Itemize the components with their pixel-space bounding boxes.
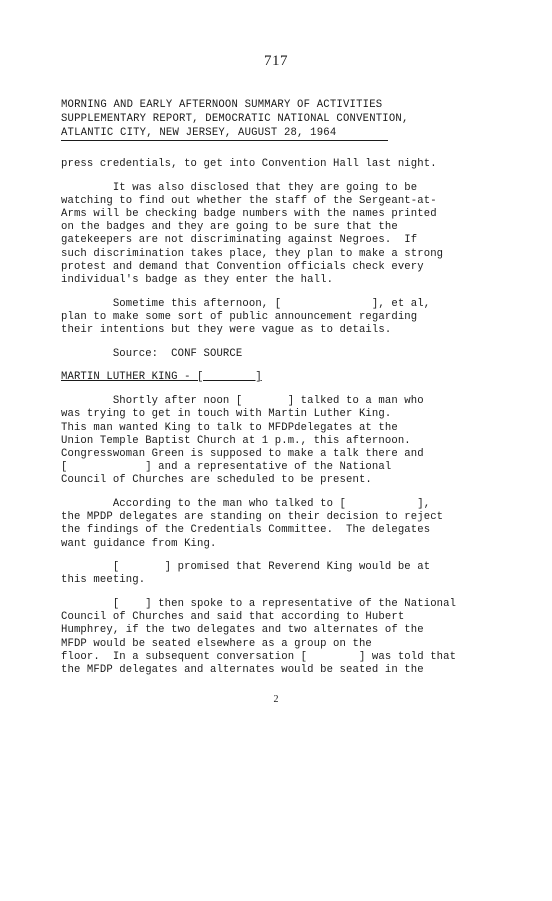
text-line: Shortly after noon [ ] talked to a man who bbox=[61, 395, 424, 408]
text-line: MFDP would be seated elsewhere as a group on the bbox=[61, 637, 372, 650]
page-number-top: 717 bbox=[264, 53, 288, 69]
section-heading: MARTIN LUTHER KING - [ ] bbox=[61, 371, 262, 384]
text-line: was trying to get in touch with Martin Luther King. bbox=[61, 408, 392, 421]
text-line: Council of Churches and said that according to Hubert bbox=[61, 611, 405, 624]
text-line: this meeting. bbox=[61, 574, 146, 587]
paragraph-promise bbox=[61, 561, 501, 587]
text-line: [ ] promised that Reverend King would be at bbox=[61, 561, 431, 574]
text-line: press credentials, to get into Convention Hall last night. bbox=[61, 158, 437, 170]
text-line: It was also disclosed that they are going to be bbox=[61, 181, 418, 194]
text-line: According to the man who talked to [ ], bbox=[61, 497, 431, 510]
page-number-bottom: 2 bbox=[273, 694, 279, 705]
header-line-1: MORNING AND EARLY AFTERNOON SUMMARY OF ACTIVITIES bbox=[61, 99, 383, 111]
source-line: Source: CONF SOURCE bbox=[61, 347, 243, 360]
text-line: such discrimination takes place, they plan to make a strong bbox=[61, 247, 444, 260]
report-body bbox=[61, 158, 501, 677]
text-line: the MPDP delegates are standing on their decision to reject bbox=[61, 511, 444, 524]
text-line: their intentions but they were vague as to details. bbox=[61, 324, 392, 337]
paragraph-announcement bbox=[61, 298, 501, 338]
paragraph-delegates-decision bbox=[61, 498, 501, 551]
text-line: protest and demand that Convention officials check every bbox=[61, 260, 424, 273]
text-line: individual's badge as they enter the hall. bbox=[61, 274, 334, 286]
paragraph-credentials bbox=[61, 158, 501, 171]
report-header bbox=[61, 98, 409, 141]
text-line: want guidance from King. bbox=[61, 537, 217, 550]
text-line: This man wanted King to talk to MFDPdelegates at the bbox=[61, 421, 398, 434]
text-line: Arms will be checking badge numbers with the names printed bbox=[61, 208, 437, 221]
text-line: floor. In a subsequent conversation [ ] was told that bbox=[61, 650, 457, 663]
text-line: Council of Churches are scheduled to be present. bbox=[61, 474, 372, 487]
text-line: [ ] then spoke to a representative of the National bbox=[61, 598, 457, 611]
text-line: Congresswoman Green is supposed to make a talk there and bbox=[61, 447, 424, 460]
paragraph-king-contact bbox=[61, 395, 501, 487]
text-line: Union Temple Baptist Church at 1 p.m., this afternoon. bbox=[61, 434, 411, 447]
header-line-2: SUPPLEMENTARY REPORT, DEMOCRATIC NATIONAL CONVENTION, bbox=[61, 113, 409, 125]
text-line: gatekeepers are not discriminating against Negroes. If bbox=[61, 234, 418, 247]
paragraph-badge-checking bbox=[61, 182, 501, 288]
text-line: watching to find out whether the staff of the Sergeant-at- bbox=[61, 194, 437, 207]
text-line: the MFDP delegates and alternates would be seated in the bbox=[61, 664, 424, 676]
text-line: Humphrey, if the two delegates and two alternates of the bbox=[61, 624, 424, 637]
text-line: [ ] and a representative of the National bbox=[61, 461, 392, 474]
paragraph-seating bbox=[61, 598, 501, 677]
text-line: plan to make some sort of public announcement regarding bbox=[61, 310, 418, 323]
text-line: on the badges and they are going to be sure that the bbox=[61, 221, 398, 234]
header-line-3: ATLANTIC CITY, NEW JERSEY, AUGUST 28, 1964 bbox=[61, 126, 388, 141]
text-line: Sometime this afternoon, [ ], et al, bbox=[61, 297, 431, 310]
text-line: the findings of the Credentials Committee. The delegates bbox=[61, 524, 431, 537]
